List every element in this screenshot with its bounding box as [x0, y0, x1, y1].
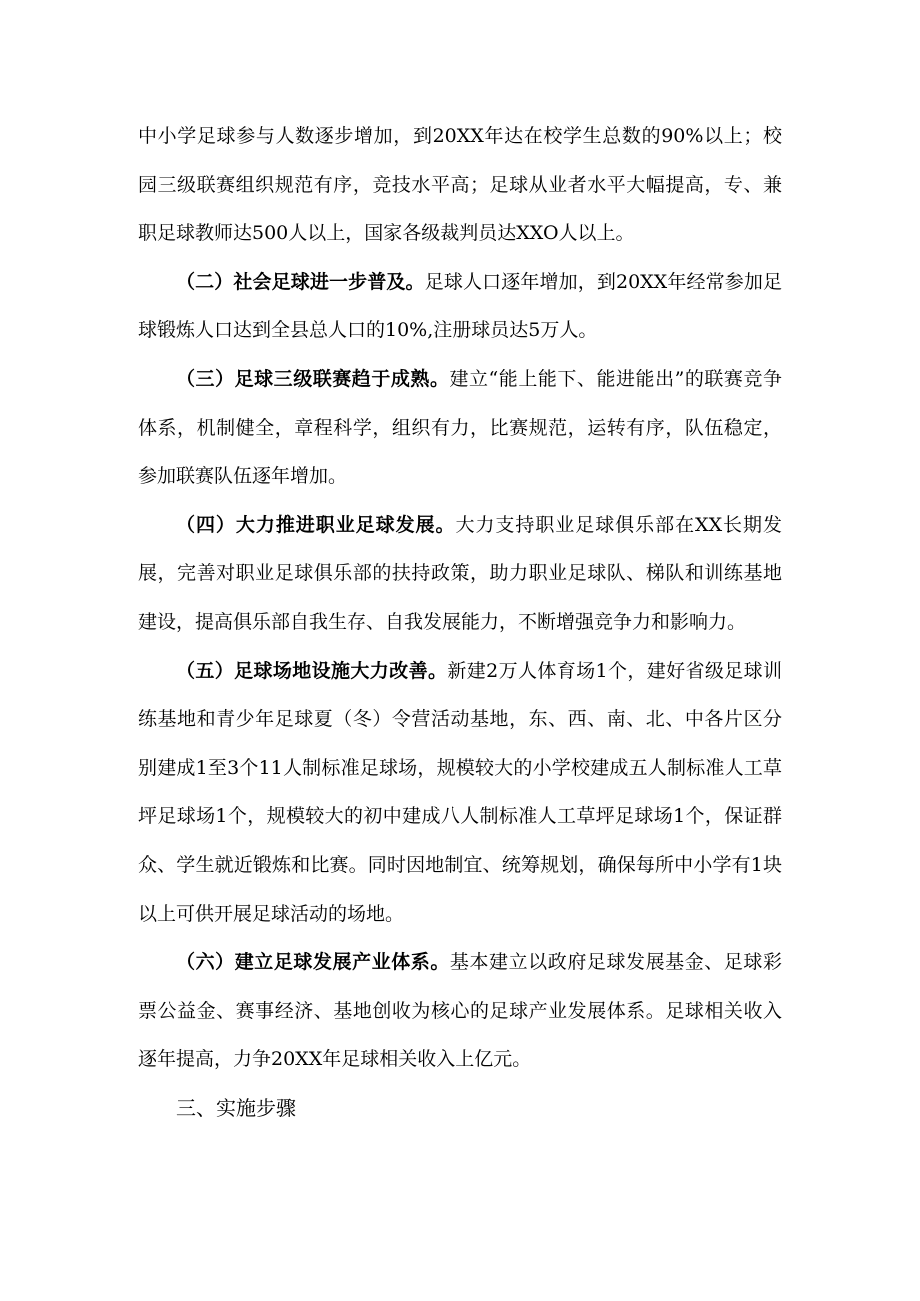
paragraph-body: 建立“能上能下、能进能出”的联赛竞争体系，机制健全，章程科学，组织有力，比赛规范，运转有序，队伍稳定，参加联赛队伍逐年增加。 — [138, 367, 782, 488]
paragraph-lead: （六）建立足球发展产业体系。 — [176, 951, 450, 974]
paragraph-lead: （五）足球场地设施大力改善。 — [176, 659, 448, 682]
paragraph-body: 新建2万人体育场1个，建好省级足球训练基地和青少年足球夏（冬）令营活动基地，东、西、南、北、中各片区分别建成1至3个11人制标准足球场，规模较大的小学校建成五人制标准人工草坪足球场1个，规模较大的初中建成八人制标准人工草坪足球场1个，保证群众、学生就近锻炼和比赛。同时因地制宜、统筹规划，确保每所中小学有1块以上可供开展足球活动的场地。 — [138, 659, 782, 925]
paragraph-facilities — [138, 647, 782, 939]
paragraph-lead: （三）足球三级联赛趋于成熟。 — [176, 367, 450, 390]
paragraph-body: 足球人口逐年增加，到20XX年经常参加足球锻炼人口达到全县总人口的10%,注册球员达5万人。 — [138, 270, 782, 342]
section-heading: 三、实施步骤 — [176, 1095, 296, 1120]
paragraph-lead: （二）社会足球进一步普及。 — [176, 270, 425, 293]
paragraph-professional-football — [138, 501, 782, 647]
paragraph-lead: （四）大力推进职业足球发展。 — [176, 513, 456, 536]
document-page — [138, 112, 782, 1132]
paragraph-body: 大力支持职业足球俱乐部在XX长期发展，完善对职业足球俱乐部的扶持政策，助力职业足球队、梯队和训练基地建设，提高俱乐部自我生存、自我发展能力，不断增强竞争力和影响力。 — [138, 513, 782, 633]
paragraph-league-system — [138, 355, 782, 501]
paragraph-body: 基本建立以政府足球发展基金、足球彩票公益金、赛事经济、基地创收为核心的足球产业发展体系。足球相关收入逐年提高，力争20XX年足球相关收入上亿元。 — [138, 951, 782, 1071]
paragraph-social-football — [138, 258, 782, 355]
intro-paragraph: 中小学足球参与人数逐步增加，到20XX年达在校学生总数的90%以上；校园三级联赛组织规范有序，竞技水平高；足球从业者水平大幅提高，专、兼职足球教师达500人以上，国家各级裁判员达XXO人以上。 — [138, 125, 782, 245]
paragraph-industry — [138, 938, 782, 1084]
